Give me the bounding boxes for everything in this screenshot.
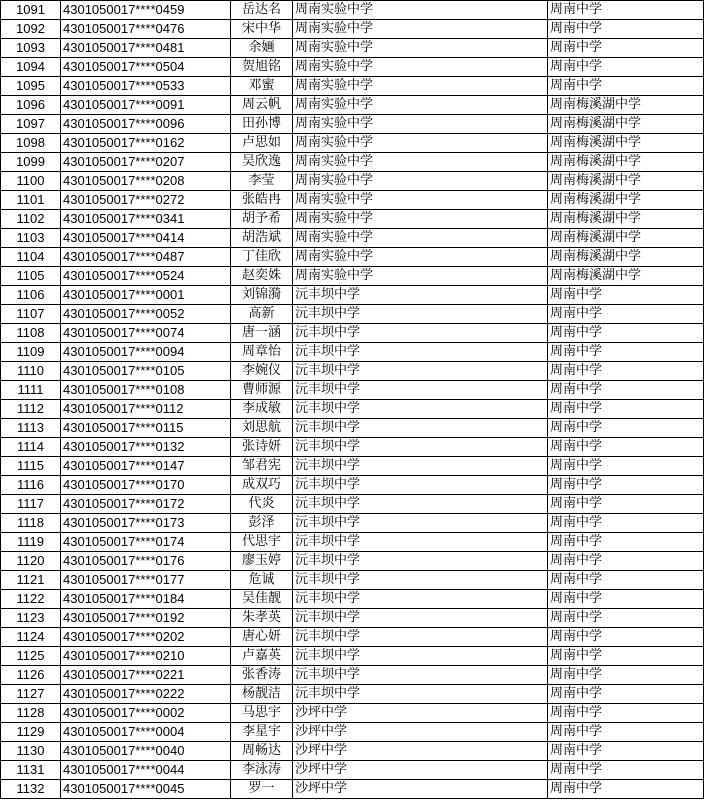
row-number-cell: 1115: [1, 457, 61, 476]
origin-school-cell: 沅丰坝中学: [293, 666, 548, 685]
origin-school-cell: 沅丰坝中学: [293, 533, 548, 552]
row-number-cell: 1095: [1, 77, 61, 96]
student-name-cell: 丁佳欣: [231, 248, 293, 267]
table-row: [1, 58, 704, 77]
student-id-cell: 4301050017****0487: [61, 248, 231, 267]
origin-school-cell: 沅丰坝中学: [293, 571, 548, 590]
student-name-cell: 胡浩斌: [231, 229, 293, 248]
row-number-cell: 1107: [1, 305, 61, 324]
admitted-school-cell: 周南中学: [548, 742, 704, 761]
student-name-cell: 李泳涛: [231, 761, 293, 780]
row-number-cell: 1128: [1, 704, 61, 723]
student-name-cell: 危诚: [231, 571, 293, 590]
row-number-cell: 1131: [1, 761, 61, 780]
student-id-cell: 4301050017****0002: [61, 704, 231, 723]
origin-school-cell: 周南实验中学: [293, 20, 548, 39]
row-number-cell: 1091: [1, 1, 61, 20]
admitted-school-cell: 周南梅溪湖中学: [548, 267, 704, 286]
student-id-cell: 4301050017****0044: [61, 761, 231, 780]
student-id-cell: 4301050017****0004: [61, 723, 231, 742]
row-number-cell: 1110: [1, 362, 61, 381]
row-number-cell: 1127: [1, 685, 61, 704]
student-id-cell: 4301050017****0481: [61, 39, 231, 58]
origin-school-cell: 沅丰坝中学: [293, 305, 548, 324]
student-name-cell: 唐心妍: [231, 628, 293, 647]
admitted-school-cell: 周南中学: [548, 362, 704, 381]
origin-school-cell: 沙坪中学: [293, 723, 548, 742]
student-id-cell: 4301050017****0524: [61, 267, 231, 286]
student-id-cell: 4301050017****0174: [61, 533, 231, 552]
admitted-school-cell: 周南中学: [548, 438, 704, 457]
student-name-cell: 卢嘉英: [231, 647, 293, 666]
table-row: [1, 381, 704, 400]
origin-school-cell: 周南实验中学: [293, 39, 548, 58]
student-id-cell: 4301050017****0272: [61, 191, 231, 210]
student-name-cell: 周章怡: [231, 343, 293, 362]
student-name-cell: 朱孝英: [231, 609, 293, 628]
student-id-cell: 4301050017****0208: [61, 172, 231, 191]
table-row: [1, 666, 704, 685]
student-name-cell: 高新: [231, 305, 293, 324]
student-id-cell: 4301050017****0221: [61, 666, 231, 685]
table-row: [1, 780, 704, 799]
origin-school-cell: 周南实验中学: [293, 153, 548, 172]
row-number-cell: 1092: [1, 20, 61, 39]
student-name-cell: 吴欣逸: [231, 153, 293, 172]
roster-body: [1, 1, 704, 799]
table-row: [1, 20, 704, 39]
origin-school-cell: 沅丰坝中学: [293, 419, 548, 438]
origin-school-cell: 周南实验中学: [293, 229, 548, 248]
student-id-cell: 4301050017****0210: [61, 647, 231, 666]
student-id-cell: 4301050017****0105: [61, 362, 231, 381]
student-id-cell: 4301050017****0177: [61, 571, 231, 590]
admitted-school-cell: 周南中学: [548, 381, 704, 400]
student-name-cell: 周云帆: [231, 96, 293, 115]
table-row: [1, 609, 704, 628]
student-name-cell: 李成敏: [231, 400, 293, 419]
table-row: [1, 476, 704, 495]
admitted-school-cell: 周南梅溪湖中学: [548, 134, 704, 153]
admitted-school-cell: 周南中学: [548, 609, 704, 628]
student-id-cell: 4301050017****0040: [61, 742, 231, 761]
origin-school-cell: 沅丰坝中学: [293, 286, 548, 305]
table-row: [1, 533, 704, 552]
row-number-cell: 1116: [1, 476, 61, 495]
origin-school-cell: 沅丰坝中学: [293, 514, 548, 533]
student-name-cell: 李莹: [231, 172, 293, 191]
table-row: [1, 571, 704, 590]
student-id-cell: 4301050017****0112: [61, 400, 231, 419]
origin-school-cell: 沅丰坝中学: [293, 457, 548, 476]
table-row: [1, 305, 704, 324]
admitted-school-cell: 周南梅溪湖中学: [548, 153, 704, 172]
row-number-cell: 1132: [1, 780, 61, 799]
table-row: [1, 210, 704, 229]
table-row: [1, 39, 704, 58]
student-name-cell: 宋中华: [231, 20, 293, 39]
student-name-cell: 刘思航: [231, 419, 293, 438]
row-number-cell: 1129: [1, 723, 61, 742]
student-id-cell: 4301050017****0108: [61, 381, 231, 400]
table-row: [1, 191, 704, 210]
table-row: [1, 172, 704, 191]
admitted-school-cell: 周南中学: [548, 571, 704, 590]
student-name-cell: 李星宇: [231, 723, 293, 742]
table-row: [1, 514, 704, 533]
student-name-cell: 邹君宪: [231, 457, 293, 476]
student-name-cell: 代思宇: [231, 533, 293, 552]
row-number-cell: 1097: [1, 115, 61, 134]
admitted-school-cell: 周南中学: [548, 552, 704, 571]
student-name-cell: 余婳: [231, 39, 293, 58]
student-id-cell: 4301050017****0533: [61, 77, 231, 96]
table-row: [1, 628, 704, 647]
student-name-cell: 张香涛: [231, 666, 293, 685]
student-name-cell: 杨靓洁: [231, 685, 293, 704]
student-id-cell: 4301050017****0045: [61, 780, 231, 799]
row-number-cell: 1114: [1, 438, 61, 457]
admitted-school-cell: 周南中学: [548, 58, 704, 77]
table-row: [1, 761, 704, 780]
origin-school-cell: 周南实验中学: [293, 96, 548, 115]
admitted-school-cell: 周南中学: [548, 400, 704, 419]
origin-school-cell: 沙坪中学: [293, 704, 548, 723]
admitted-school-cell: 周南中学: [548, 514, 704, 533]
row-number-cell: 1105: [1, 267, 61, 286]
row-number-cell: 1124: [1, 628, 61, 647]
admitted-school-cell: 周南梅溪湖中学: [548, 248, 704, 267]
student-name-cell: 贺旭铭: [231, 58, 293, 77]
admitted-school-cell: 周南梅溪湖中学: [548, 210, 704, 229]
row-number-cell: 1103: [1, 229, 61, 248]
student-name-cell: 田孙博: [231, 115, 293, 134]
row-number-cell: 1126: [1, 666, 61, 685]
origin-school-cell: 沅丰坝中学: [293, 381, 548, 400]
origin-school-cell: 周南实验中学: [293, 58, 548, 77]
table-row: [1, 362, 704, 381]
row-number-cell: 1099: [1, 153, 61, 172]
row-number-cell: 1120: [1, 552, 61, 571]
student-name-cell: 彭泽: [231, 514, 293, 533]
origin-school-cell: 沅丰坝中学: [293, 476, 548, 495]
origin-school-cell: 沅丰坝中学: [293, 400, 548, 419]
admitted-school-cell: 周南中学: [548, 685, 704, 704]
row-number-cell: 1104: [1, 248, 61, 267]
student-id-cell: 4301050017****0202: [61, 628, 231, 647]
admitted-school-cell: 周南中学: [548, 39, 704, 58]
origin-school-cell: 沅丰坝中学: [293, 609, 548, 628]
origin-school-cell: 沙坪中学: [293, 780, 548, 799]
admitted-school-cell: 周南中学: [548, 343, 704, 362]
student-id-cell: 4301050017****0074: [61, 324, 231, 343]
student-name-cell: 吴佳靓: [231, 590, 293, 609]
student-id-cell: 4301050017****0341: [61, 210, 231, 229]
student-id-cell: 4301050017****0207: [61, 153, 231, 172]
row-number-cell: 1125: [1, 647, 61, 666]
origin-school-cell: 周南实验中学: [293, 1, 548, 20]
table-row: [1, 134, 704, 153]
admitted-school-cell: 周南梅溪湖中学: [548, 229, 704, 248]
admitted-school-cell: 周南梅溪湖中学: [548, 115, 704, 134]
student-id-cell: 4301050017****0094: [61, 343, 231, 362]
table-row: [1, 229, 704, 248]
admitted-school-cell: 周南中学: [548, 77, 704, 96]
table-row: [1, 267, 704, 286]
origin-school-cell: 沅丰坝中学: [293, 343, 548, 362]
table-row: [1, 590, 704, 609]
table-row: [1, 115, 704, 134]
admitted-school-cell: 周南中学: [548, 419, 704, 438]
row-number-cell: 1122: [1, 590, 61, 609]
student-id-cell: 4301050017****0162: [61, 134, 231, 153]
student-name-cell: 周畅达: [231, 742, 293, 761]
table-row: [1, 248, 704, 267]
row-number-cell: 1094: [1, 58, 61, 77]
student-name-cell: 代炎: [231, 495, 293, 514]
table-row: [1, 438, 704, 457]
row-number-cell: 1121: [1, 571, 61, 590]
admitted-school-cell: 周南中学: [548, 305, 704, 324]
student-id-cell: 4301050017****0096: [61, 115, 231, 134]
admitted-school-cell: 周南中学: [548, 780, 704, 799]
table-row: [1, 77, 704, 96]
admitted-school-cell: 周南梅溪湖中学: [548, 191, 704, 210]
origin-school-cell: 周南实验中学: [293, 134, 548, 153]
row-number-cell: 1106: [1, 286, 61, 305]
origin-school-cell: 周南实验中学: [293, 115, 548, 134]
origin-school-cell: 沅丰坝中学: [293, 438, 548, 457]
student-id-cell: 4301050017****0001: [61, 286, 231, 305]
student-id-cell: 4301050017****0414: [61, 229, 231, 248]
admitted-school-cell: 周南中学: [548, 324, 704, 343]
student-id-cell: 4301050017****0476: [61, 20, 231, 39]
table-row: [1, 704, 704, 723]
origin-school-cell: 沅丰坝中学: [293, 362, 548, 381]
row-number-cell: 1098: [1, 134, 61, 153]
row-number-cell: 1093: [1, 39, 61, 58]
row-number-cell: 1112: [1, 400, 61, 419]
table-row: [1, 742, 704, 761]
student-id-cell: 4301050017****0176: [61, 552, 231, 571]
admitted-school-cell: 周南中学: [548, 1, 704, 20]
admitted-school-cell: 周南中学: [548, 647, 704, 666]
student-name-cell: 李婉仪: [231, 362, 293, 381]
student-name-cell: 胡予希: [231, 210, 293, 229]
origin-school-cell: 周南实验中学: [293, 172, 548, 191]
admitted-school-cell: 周南中学: [548, 723, 704, 742]
table-row: [1, 324, 704, 343]
row-number-cell: 1100: [1, 172, 61, 191]
origin-school-cell: 沅丰坝中学: [293, 590, 548, 609]
student-name-cell: 廖玉婷: [231, 552, 293, 571]
origin-school-cell: 沅丰坝中学: [293, 647, 548, 666]
row-number-cell: 1102: [1, 210, 61, 229]
table-row: [1, 419, 704, 438]
table-row: [1, 286, 704, 305]
origin-school-cell: 沅丰坝中学: [293, 628, 548, 647]
row-number-cell: 1113: [1, 419, 61, 438]
table-row: [1, 552, 704, 571]
student-name-cell: 张诗妍: [231, 438, 293, 457]
origin-school-cell: 周南实验中学: [293, 267, 548, 286]
table-row: [1, 1, 704, 20]
student-name-cell: 刘锦漪: [231, 286, 293, 305]
origin-school-cell: 周南实验中学: [293, 77, 548, 96]
admitted-school-cell: 周南梅溪湖中学: [548, 172, 704, 191]
admitted-school-cell: 周南中学: [548, 761, 704, 780]
student-name-cell: 张皓冉: [231, 191, 293, 210]
row-number-cell: 1111: [1, 381, 61, 400]
admitted-school-cell: 周南中学: [548, 704, 704, 723]
origin-school-cell: 沅丰坝中学: [293, 552, 548, 571]
row-number-cell: 1108: [1, 324, 61, 343]
row-number-cell: 1123: [1, 609, 61, 628]
student-id-cell: 4301050017****0091: [61, 96, 231, 115]
admitted-school-cell: 周南中学: [548, 628, 704, 647]
origin-school-cell: 沅丰坝中学: [293, 495, 548, 514]
table-row: [1, 343, 704, 362]
table-row: [1, 153, 704, 172]
student-name-cell: 马思宇: [231, 704, 293, 723]
row-number-cell: 1130: [1, 742, 61, 761]
student-id-cell: 4301050017****0172: [61, 495, 231, 514]
table-row: [1, 400, 704, 419]
origin-school-cell: 沅丰坝中学: [293, 685, 548, 704]
student-name-cell: 邓蜜: [231, 77, 293, 96]
student-id-cell: 4301050017****0222: [61, 685, 231, 704]
origin-school-cell: 周南实验中学: [293, 248, 548, 267]
admitted-school-cell: 周南中学: [548, 533, 704, 552]
student-id-cell: 4301050017****0459: [61, 1, 231, 20]
student-name-cell: 卢思如: [231, 134, 293, 153]
row-number-cell: 1109: [1, 343, 61, 362]
admitted-school-cell: 周南中学: [548, 457, 704, 476]
admitted-school-cell: 周南中学: [548, 20, 704, 39]
student-id-cell: 4301050017****0192: [61, 609, 231, 628]
table-row: [1, 96, 704, 115]
admitted-school-cell: 周南中学: [548, 666, 704, 685]
admitted-school-cell: 周南中学: [548, 476, 704, 495]
table-row: [1, 685, 704, 704]
student-id-cell: 4301050017****0052: [61, 305, 231, 324]
origin-school-cell: 周南实验中学: [293, 210, 548, 229]
table-row: [1, 723, 704, 742]
origin-school-cell: 沙坪中学: [293, 761, 548, 780]
origin-school-cell: 沅丰坝中学: [293, 324, 548, 343]
student-name-cell: 赵奕姝: [231, 267, 293, 286]
student-id-cell: 4301050017****0504: [61, 58, 231, 77]
admitted-school-cell: 周南中学: [548, 590, 704, 609]
student-name-cell: 罗一: [231, 780, 293, 799]
origin-school-cell: 沙坪中学: [293, 742, 548, 761]
admitted-school-cell: 周南梅溪湖中学: [548, 96, 704, 115]
row-number-cell: 1096: [1, 96, 61, 115]
student-name-cell: 成双巧: [231, 476, 293, 495]
table-row: [1, 647, 704, 666]
student-name-cell: 曹师源: [231, 381, 293, 400]
row-number-cell: 1119: [1, 533, 61, 552]
student-id-cell: 4301050017****0132: [61, 438, 231, 457]
row-number-cell: 1118: [1, 514, 61, 533]
student-id-cell: 4301050017****0170: [61, 476, 231, 495]
student-id-cell: 4301050017****0147: [61, 457, 231, 476]
admitted-school-cell: 周南中学: [548, 495, 704, 514]
row-number-cell: 1117: [1, 495, 61, 514]
student-id-cell: 4301050017****0173: [61, 514, 231, 533]
table-row: [1, 495, 704, 514]
origin-school-cell: 周南实验中学: [293, 191, 548, 210]
table-row: [1, 457, 704, 476]
row-number-cell: 1101: [1, 191, 61, 210]
admitted-school-cell: 周南中学: [548, 286, 704, 305]
student-id-cell: 4301050017****0184: [61, 590, 231, 609]
student-name-cell: 唐一涵: [231, 324, 293, 343]
student-id-cell: 4301050017****0115: [61, 419, 231, 438]
student-name-cell: 岳达名: [231, 1, 293, 20]
